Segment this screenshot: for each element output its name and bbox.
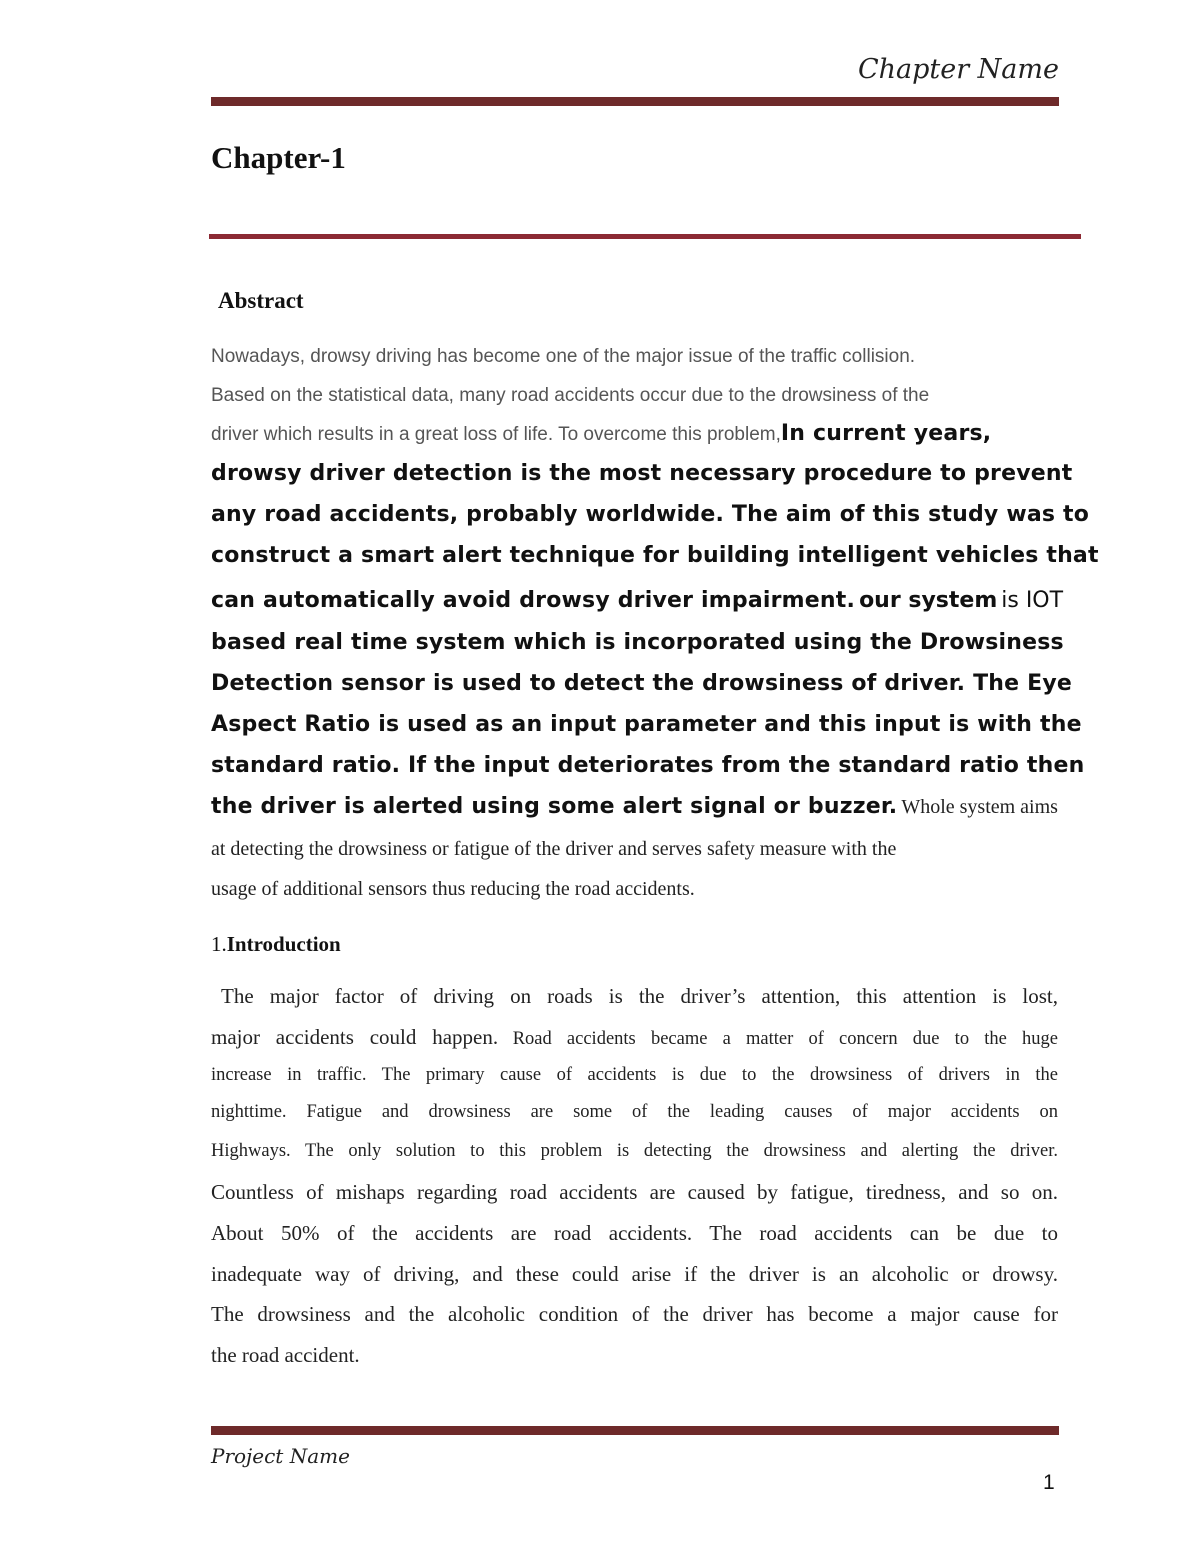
abstract-line-part: is IOT — [1001, 588, 1064, 613]
introduction-line: The drowsiness and the alcoholic condition of the driver has become a major cause for — [211, 1302, 1058, 1326]
chapter-divider — [209, 234, 1081, 239]
header-rule — [211, 97, 1059, 106]
abstract-line — [211, 794, 1058, 819]
introduction-line-part: major accidents could happen. — [211, 1025, 499, 1049]
abstract-line: construct a smart alert technique for building intelligent vehicles that — [211, 543, 1099, 568]
introduction-number: 1. — [211, 932, 227, 956]
footer-rule — [211, 1426, 1059, 1435]
abstract-line: Aspect Ratio is used as an input parameter and this input is with the — [211, 712, 1082, 737]
abstract-heading: Abstract — [218, 288, 304, 313]
abstract-line — [211, 421, 991, 446]
introduction-line: Countless of mishaps regarding road accidents are caused by fatigue, tiredness, and so on. — [211, 1180, 1058, 1204]
introduction-line-part: Road accidents became a matter of concern due to the huge — [512, 1029, 1059, 1049]
header-chapter-name: Chapter Name — [857, 54, 1059, 85]
abstract-line-part: Whole system aims — [901, 796, 1058, 818]
introduction-line: The major factor of driving on roads is the driver’s attention, this attention is lost, — [221, 984, 1058, 1008]
introduction-line: inadequate way of driving, and these could arise if the driver is an alcoholic or drowsy. — [211, 1262, 1058, 1286]
abstract-line-part: driver which results in a great loss of life. To overcome this problem, — [211, 424, 781, 445]
introduction-line: increase in traffic. The primary cause of accidents is due to the drowsiness of drivers in the — [211, 1065, 1058, 1085]
abstract-line: any road accidents, probably worldwide. The aim of this study was to — [211, 502, 1090, 527]
abstract-line: Detection sensor is used to detect the drowsiness of driver. The Eye — [211, 671, 1073, 696]
abstract-line: standard ratio. If the input deteriorates from the standard ratio then — [211, 753, 1085, 778]
introduction-line — [211, 1025, 1058, 1050]
abstract-line-part: can automatically avoid drowsy driver impairment. — [211, 588, 856, 613]
abstract-line-part: the driver is alerted using some alert signal or buzzer. — [211, 794, 898, 819]
introduction-line: nighttime. Fatigue and drowsiness are some of the leading causes of major accidents on — [211, 1102, 1058, 1122]
abstract-line-part: In current years, — [780, 421, 992, 446]
abstract-line: Based on the statistical data, many road accidents occur due to the drowsiness of the — [211, 385, 930, 406]
introduction-title: Introduction — [226, 932, 341, 956]
abstract-line: usage of additional sensors thus reducing the road accidents. — [211, 878, 695, 900]
footer-project-name: Project Name — [211, 1444, 350, 1468]
introduction-line: About 50% of the accidents are road accidents. The road accidents can be due to — [211, 1221, 1058, 1245]
abstract-line: Nowadays, drowsy driving has become one of the major issue of the traffic collision. — [211, 346, 916, 367]
chapter-title: Chapter-1 — [211, 140, 346, 175]
abstract-line: at detecting the drowsiness or fatigue of the driver and serves safety measure with the — [211, 838, 897, 860]
abstract-line: drowsy driver detection is the most necessary procedure to prevent — [211, 461, 1073, 486]
introduction-heading — [211, 932, 341, 957]
abstract-line — [211, 588, 1063, 613]
abstract-line: based real time system which is incorporated using the Drowsiness — [211, 630, 1064, 655]
page-number: 1 — [1043, 1471, 1055, 1494]
introduction-line: Highways. The only solution to this problem is detecting the drowsiness and alerting the driver. — [211, 1141, 1058, 1161]
introduction-line: the road accident. — [211, 1343, 360, 1367]
abstract-line-part: our system — [859, 588, 998, 613]
